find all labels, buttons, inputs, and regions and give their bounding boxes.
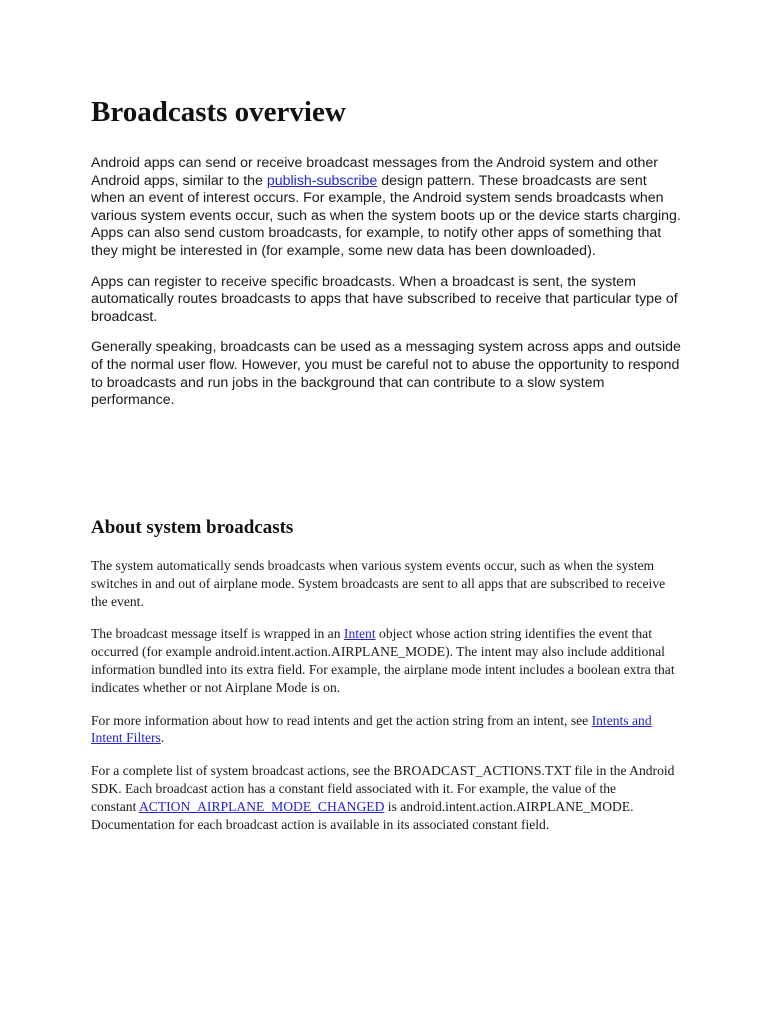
- system-broadcasts-heading: About system broadcasts: [91, 517, 294, 538]
- overview-paragraph-2: Apps can register to receive specific broadcasts. When a broadcast is sent, the system automatically routes broadcasts to apps that have subscribed to receive that particular type of broadcast.: [91, 273, 678, 325]
- system-p4-text-b: constant: [91, 798, 139, 814]
- system-p4-text-a: For a complete list of system broadcast actions, see the BROADCAST_ACTIONS.TXT file in the Android SDK. Each broadcast action has a constant field associated with it. For example, the value of the: [91, 763, 675, 796]
- publish-subscribe-link[interactable]: publish-subscribe: [266, 172, 378, 189]
- intent-link[interactable]: Intent: [343, 626, 376, 642]
- system-paragraph-2: [91, 625, 681, 696]
- system-paragraph-4: [91, 762, 681, 833]
- page-title: Broadcasts overview: [91, 96, 346, 128]
- system-p3-text-a: For more information about how to read intents and get the action string from an intent, see: [91, 712, 592, 728]
- system-p2-text-a: The broadcast message itself is wrapped in an: [91, 626, 344, 642]
- system-p4-text-c: is android.intent.action.AIRPLANE_MODE. Documentation for each broadcast action is available in its associated constant field.: [91, 798, 634, 832]
- overview-paragraph-1: [91, 155, 681, 261]
- system-p2-text-b: object whose action string identifies the event that occurred (for example android.intent.action.AIRPLANE_MODE). The intent may also include additional information bundled into its extra field. For example, the airplane mode intent includes a boolean extra that indicates whether or not Airplane Mode is on.: [91, 626, 675, 695]
- system-broadcasts-section: [91, 557, 681, 848]
- overview-section: [91, 155, 681, 423]
- overview-p1-text-a: Android apps can send or receive broadcast messages from the Android system and other Android apps, similar to the: [91, 155, 659, 189]
- system-paragraph-3: [91, 712, 681, 748]
- overview-p1-text-b: design pattern. These broadcasts are sent when an event of interest occurs. For example, the Android system sends broadcasts when various system events occur, such as when the system boots up or the device starts charging. Apps can also send custom broadcasts, for example, to notify other apps of something that they might be interested in (for example, some new data has been downloaded).: [91, 172, 681, 259]
- system-p3-text-b: .: [160, 730, 165, 746]
- action-airplane-mode-changed-link[interactable]: ACTION_AIRPLANE_MODE_CHANGED: [138, 798, 385, 814]
- system-paragraph-1: The system automatically sends broadcasts when various system events occur, such as when the system switches in and out of airplane mode. System broadcasts are sent to all apps that are subscribed to receive the event.: [91, 558, 666, 609]
- intents-and-intent-filters-link[interactable]: Intents and Intent Filters: [91, 712, 652, 746]
- overview-paragraph-3: Generally speaking, broadcasts can be used as a messaging system across apps and outside of the normal user flow. However, you must be careful not to abuse the opportunity to respond to broadcasts and run jobs in the background that can contribute to a slow system performance.: [91, 339, 681, 409]
